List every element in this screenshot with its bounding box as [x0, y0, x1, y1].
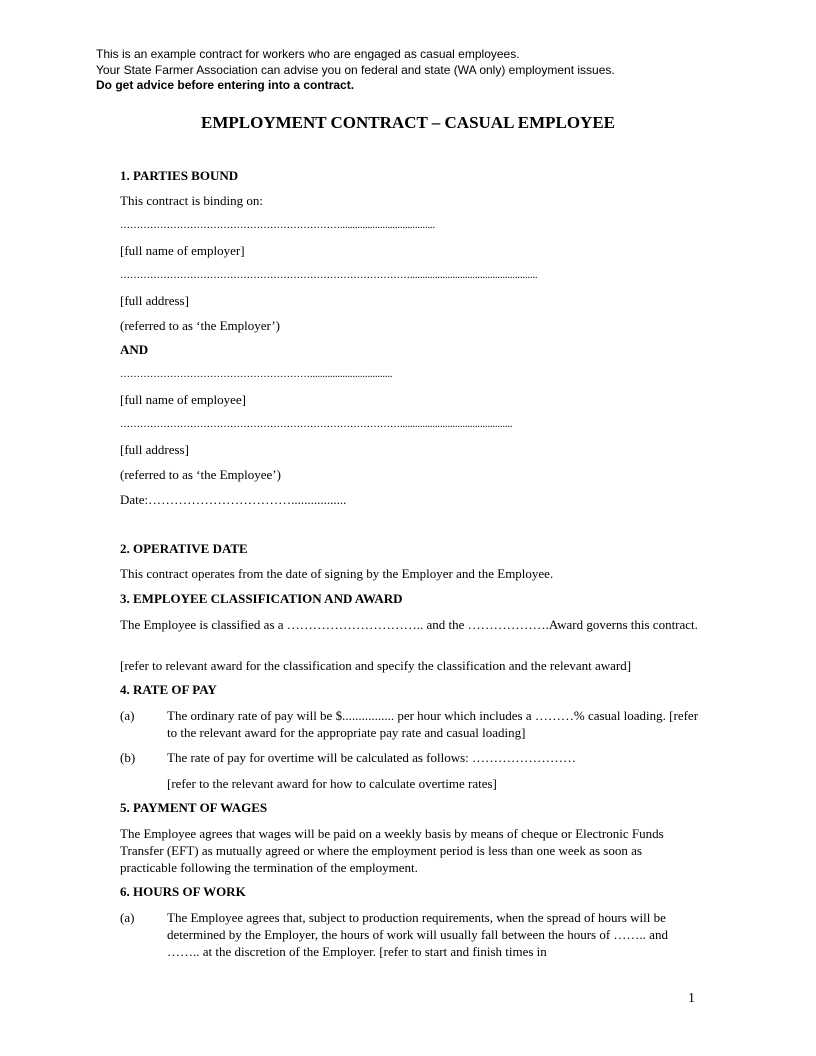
- payment-wages-text: The Employee agrees that wages will be paid on a weekly basis by means of cheque or Electronic Funds Transfer (EFT) as mutually agreed or where the employment period is less than one week as soon as practicable following the termination of the employment.: [120, 826, 664, 875]
- item-b-label: (b): [120, 750, 136, 765]
- and-separator: AND: [120, 342, 149, 357]
- section-4-heading: 4. RATE OF PAY: [120, 682, 217, 697]
- date-field: Date:…………………………….................: [120, 492, 347, 507]
- employee-reference: (referred to as ‘the Employee’): [120, 467, 281, 482]
- overtime-rate-note: [refer to the relevant award for how to calculate overtime rates]: [167, 776, 497, 791]
- section-5-heading: 5. PAYMENT OF WAGES: [120, 800, 268, 815]
- employee-address-blank: ………………………………………………………………………….............................................: [120, 419, 513, 430]
- employer-address-blank: ……………………………………………………………………………...................................................: [120, 270, 538, 281]
- classification-note: [refer to relevant award for the classification and specify the classification and the relevant award]: [120, 658, 632, 673]
- employer-reference: (referred to as ‘the Employer’): [120, 318, 281, 333]
- section-3-heading: 3. EMPLOYEE CLASSIFICATION AND AWARD: [120, 591, 403, 606]
- intro-line-1: This is an example contract for workers who are engaged as casual employees.: [96, 47, 520, 61]
- classification-text: The Employee is classified as a ………………………….. and the ……………….Award governs this contract.: [120, 617, 698, 632]
- employee-name-label: [full name of employee]: [120, 392, 246, 407]
- section-2-heading: 2. OPERATIVE DATE: [120, 541, 248, 556]
- intro-note: [96, 47, 615, 94]
- overtime-rate-text: The rate of pay for overtime will be calculated as follows: ……………………: [167, 750, 577, 765]
- page-number: 1: [688, 991, 695, 1006]
- employee-address-label: [full address]: [120, 442, 189, 457]
- intro-line-2: Your State Farmer Association can advise you on federal and state (WA only) employment issues.: [96, 62, 615, 77]
- operative-date-text: This contract operates from the date of signing by the Employer and the Employee.: [120, 566, 554, 581]
- employer-name-blank: …………………………………………………………......................................: [120, 220, 435, 231]
- section-6-heading: 6. HOURS OF WORK: [120, 884, 246, 899]
- employer-name-label: [full name of employer]: [120, 243, 245, 258]
- ordinary-rate-text: The ordinary rate of pay will be $................ per hour which includes a ………% casual loading. [refer to the relevant award for the appropriate pay rate and casual loading]: [167, 708, 699, 740]
- employee-name-blank: ………………………………………………….................................: [120, 369, 393, 380]
- item-a-label: (a): [120, 708, 135, 723]
- hours-of-work-text: The Employee agrees that, subject to production requirements, when the spread of hours will be determined by the Employer, the hours of work will usually fall between the hours of …….. and …….. at the discretion of the Employer. [refer to start and finish times in: [167, 910, 668, 959]
- document-title: EMPLOYMENT CONTRACT – CASUAL EMPLOYEE: [200, 113, 616, 132]
- hours-item-a-label: (a): [120, 910, 135, 925]
- section-1-heading: 1. PARTIES BOUND: [120, 168, 239, 183]
- intro-line-3: Do get advice before entering into a contract.: [96, 78, 355, 92]
- employer-address-label: [full address]: [120, 293, 189, 308]
- binding-text: This contract is binding on:: [120, 193, 263, 208]
